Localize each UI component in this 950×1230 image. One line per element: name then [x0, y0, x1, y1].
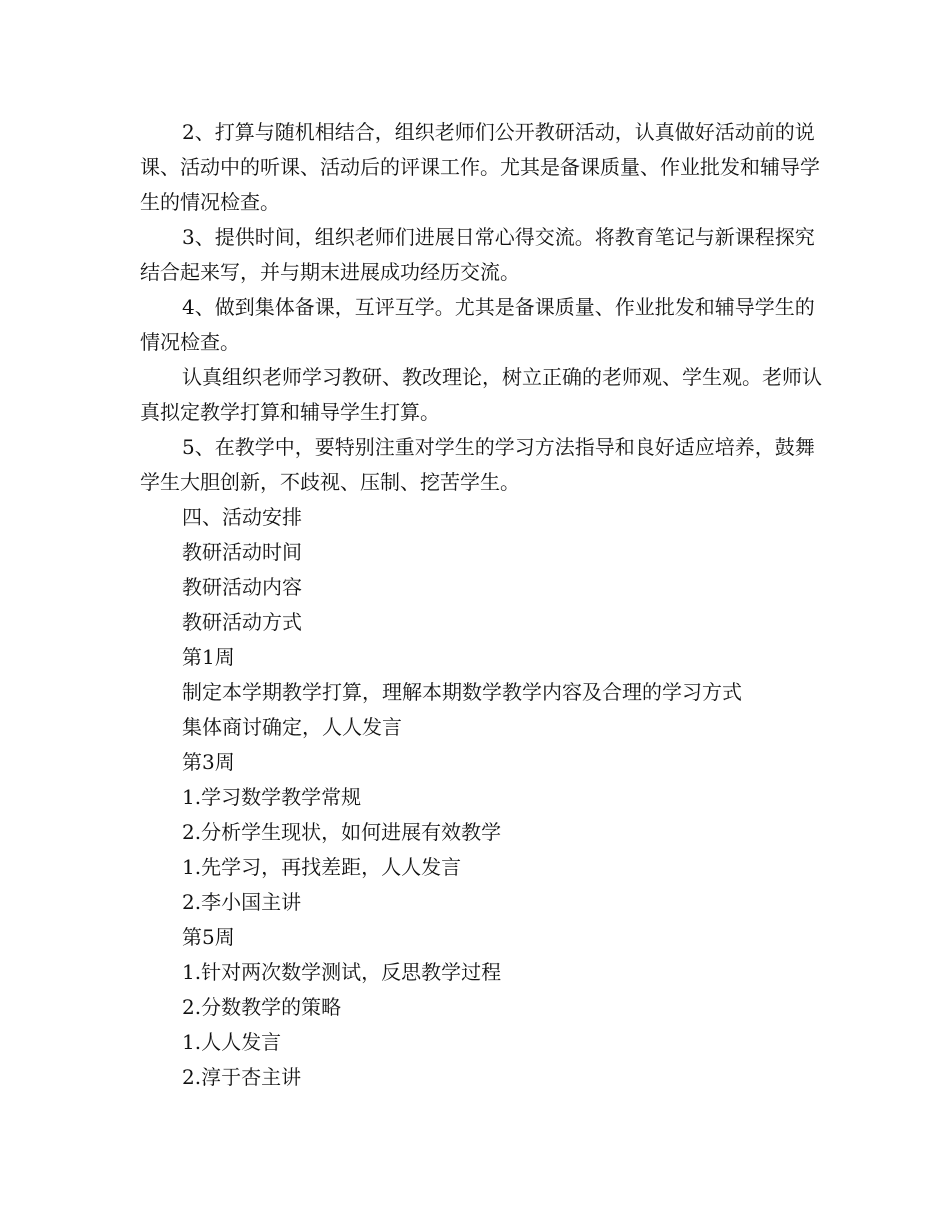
week-3-label: 第3周 [182, 750, 235, 774]
section-title: 四、活动安排 [182, 505, 302, 529]
document-body [140, 115, 830, 1095]
week-5-content-2: 2.分数教学的策略 [182, 995, 342, 1019]
column-header-content: 教研活动内容 [182, 575, 302, 599]
paragraph-point-3: 3、提供时间，组织老师们进展日常心得交流。将教育笔记与新课程探究结合起来写，并与期末进展成功经历交流。 [140, 225, 815, 284]
week-1-content: 制定本学期教学打算，理解本期数学教学内容及合理的学习方式 [182, 680, 742, 704]
column-header-method: 教研活动方式 [182, 610, 302, 634]
week-5-method-2: 2.淳于杏主讲 [182, 1065, 302, 1089]
week-5-content-1: 1.针对两次数学测试，反思教学过程 [182, 960, 502, 984]
week-1-method: 集体商讨确定，人人发言 [182, 715, 402, 739]
paragraph-theory-study: 认真组织老师学习教研、教改理论，树立正确的老师观、学生观。老师认真拟定教学打算和辅导学生打算。 [140, 365, 822, 424]
week-1-label: 第1周 [182, 645, 235, 669]
week-3-content-2: 2.分析学生现状，如何进展有效教学 [182, 820, 502, 844]
paragraph-point-4: 4、做到集体备课，互评互学。尤其是备课质量、作业批发和辅导学生的情况检查。 [140, 295, 815, 354]
week-3-method-1: 1.先学习，再找差距，人人发言 [182, 855, 462, 879]
week-5-method-1: 1.人人发言 [182, 1030, 282, 1054]
column-header-time: 教研活动时间 [182, 540, 302, 564]
week-3-method-2: 2.李小国主讲 [182, 890, 302, 914]
week-5-label: 第5周 [182, 925, 235, 949]
paragraph-point-2: 2、打算与随机相结合，组织老师们公开教研活动，认真做好活动前的说课、活动中的听课、活动后的评课工作。尤其是备课质量、作业批发和辅导学生的情况检查。 [140, 120, 820, 214]
week-3-content-1: 1.学习数学教学常规 [182, 785, 362, 809]
paragraph-point-5: 5、在教学中，要特别注重对学生的学习方法指导和良好适应培养，鼓舞学生大胆创新，不歧视、压制、挖苦学生。 [140, 435, 815, 494]
